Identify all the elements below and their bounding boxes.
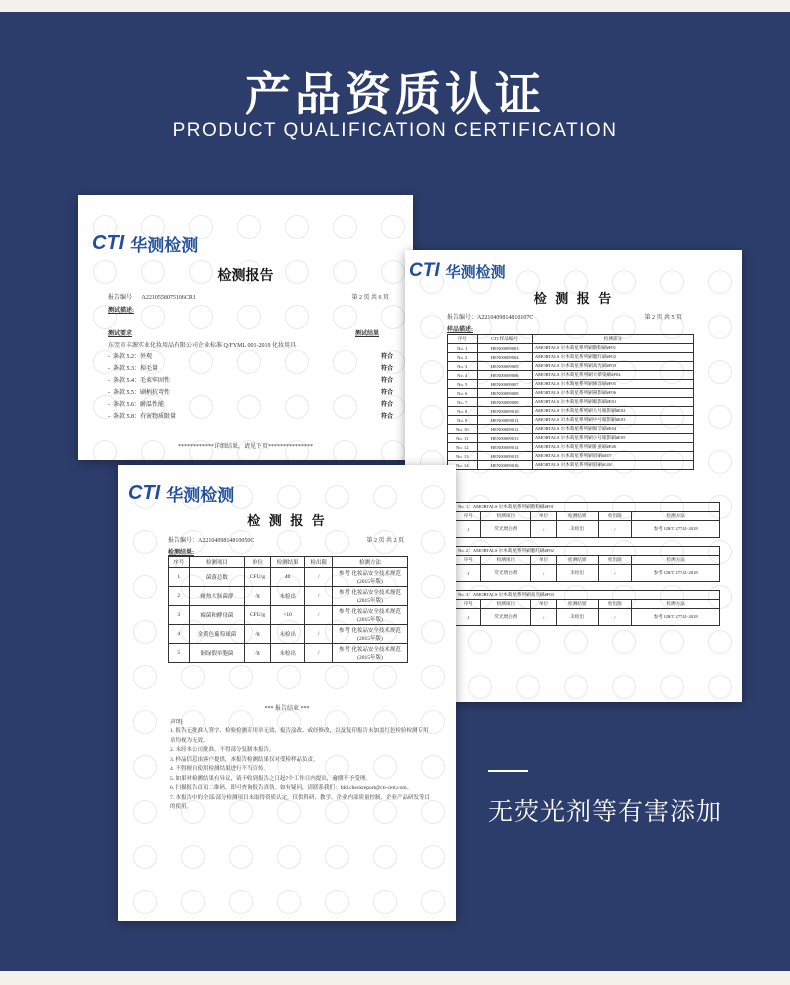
watermark-mark <box>181 665 205 689</box>
watermark-mark <box>708 450 732 474</box>
results-head: 测试结果 <box>354 331 379 337</box>
table-cell: AMORTALS 尔木萄星系列刷鼻影刷#F06 <box>532 389 693 398</box>
table-cell: No. 5 <box>448 380 478 389</box>
table-cell: 5 <box>169 644 190 663</box>
logo-cti-text: CTI <box>409 260 440 281</box>
table-cell: HEN00009004 <box>477 353 532 362</box>
watermark-mark <box>421 845 445 869</box>
table-cell: 耐热大肠菌群 <box>189 587 245 606</box>
table-cell: AMORTALS 尔木萄星系列刷高光刷#F03 <box>532 362 693 371</box>
watermark-mark <box>133 575 157 599</box>
table-cell: HEN00009006 <box>477 371 532 380</box>
logo-cn-text: 华测检测 <box>130 236 199 256</box>
table-cell: HEN00009016 <box>477 461 532 470</box>
watermark-mark <box>421 575 445 599</box>
table-cell: 1 <box>169 568 190 587</box>
table-header: 检出限 <box>598 556 632 565</box>
sample-table-body <box>448 344 694 470</box>
table-cell: 参考 化妆品安全技术规范(2015年版) <box>333 568 408 587</box>
table-cell: No. 10 <box>448 425 478 434</box>
table-header: 单位 <box>531 556 556 565</box>
report-number-value: A2210558075106CR1 <box>141 295 196 301</box>
watermark-mark <box>181 890 205 914</box>
requirements-head: 测试要求 <box>108 331 133 337</box>
section-title: 样品描述: <box>447 327 473 333</box>
table-cell: / <box>305 587 333 606</box>
watermark-mark <box>141 305 165 329</box>
statement-item: 7. 本报告中的全部/部分检测项目未取得资质认定，仅供科研、教学、企业内部质量控制、企业产品研发等目的使用。 <box>170 794 431 810</box>
table-cell: 参考 化妆品安全技术规范(2015年版) <box>333 644 408 663</box>
table-cell: / <box>305 568 333 587</box>
watermark-mark <box>420 405 444 429</box>
watermark-mark <box>277 530 301 554</box>
table-cell: No. 4 <box>448 371 478 380</box>
table-cell: 40 <box>270 568 305 587</box>
table-cell: 未检出 <box>270 587 305 606</box>
table-cell: AMORTALS 尔木萄星系列刷唇刷#L08 <box>532 461 693 470</box>
report-document-1 <box>78 195 413 460</box>
table-row <box>169 625 408 644</box>
table-cell: AMORTALS 尔木萄星系列刷细节刷#E04 <box>532 425 693 434</box>
feature-caption: 无荧光剂等有害添加 <box>488 797 723 826</box>
watermark-mark <box>708 675 732 699</box>
result-subtable <box>455 590 720 626</box>
logo-cn-text: 华测检测 <box>445 262 506 281</box>
table-cell: 参考 化妆品安全技术规范(2015年版) <box>333 625 408 644</box>
table-cell: <10 <box>270 606 305 625</box>
watermark-mark <box>133 890 157 914</box>
watermark-mark <box>333 215 357 239</box>
company-standard: 东莞市丰源实业化妆用品有限公司企业标准 Q/FYML 001-2019 化妆用具 <box>108 343 296 349</box>
table-cell: No. 3 <box>448 362 478 371</box>
table-row <box>448 461 694 470</box>
result-subtable <box>455 546 720 582</box>
table-cell: 荧光增白剂 <box>481 609 531 626</box>
table-cell: AMORTALS 尔木萄星系列刷眉刷#E07 <box>532 452 693 461</box>
table-cell: 1 <box>456 565 481 582</box>
table-cell: / <box>531 609 556 626</box>
table-cell: AMORTALS 尔木萄星系列刷卧蚕刷#E06 <box>532 443 693 452</box>
table-cell: No. 2 <box>448 353 478 362</box>
watermark-mark <box>133 800 157 824</box>
watermark-mark <box>381 305 405 329</box>
result-subtables <box>455 502 720 634</box>
watermark-mark <box>277 665 301 689</box>
table-cell: 未检出 <box>556 521 598 538</box>
table-header: 检测方法 <box>632 512 720 521</box>
table-row <box>448 362 694 371</box>
table-header: 检测方法 <box>632 556 720 565</box>
table-cell: HEN00009009 <box>477 398 532 407</box>
table-header: 单位 <box>531 600 556 609</box>
table-cell: No. 14 <box>448 461 478 470</box>
table-cell: 未检出 <box>270 625 305 644</box>
page-number: 第 2 页 共 5 页 <box>644 315 682 321</box>
watermark-mark <box>181 845 205 869</box>
watermark-mark <box>229 845 253 869</box>
table-cell: No. 9 <box>448 416 478 425</box>
watermark-mark <box>285 305 309 329</box>
table-cell: /g <box>245 644 271 663</box>
watermark-mark <box>421 620 445 644</box>
page-subtitle: PRODUCT QUALIFICATION CERTIFICATION <box>172 120 618 141</box>
watermark-mark <box>325 665 349 689</box>
table-cell: CFU/g <box>245 568 271 587</box>
table-row <box>448 380 694 389</box>
watermark-mark <box>373 485 397 509</box>
table-header: 序号 <box>456 556 481 565</box>
watermark-mark <box>468 675 492 699</box>
table-cell: AMORTALS 尔木萄星系列刷中号眼影刷#E03 <box>532 416 693 425</box>
table-cell: AMORTALS 尔木萄星系列刷腮红刷#F02 <box>532 353 693 362</box>
watermark-mark <box>564 675 588 699</box>
table-cell: AMORTALS 尔木萄星系列刷修容刷#F05 <box>532 380 693 389</box>
table-cell: 未检出 <box>270 644 305 663</box>
report-title: 检 测 报 告 <box>533 292 614 307</box>
table-cell: HEN00009005 <box>477 362 532 371</box>
table-row <box>448 425 694 434</box>
table-cell: 参考 GB/T 27741-2018 <box>632 609 720 626</box>
watermark-mark <box>612 675 636 699</box>
clause-item: - 条款 5.8：有害物质限量 符合 <box>108 414 393 420</box>
top-strip <box>0 0 790 12</box>
table-header: 检出限 <box>598 600 632 609</box>
table-cell: 铜绿假单胞菌 <box>189 644 245 663</box>
watermark-mark <box>277 845 301 869</box>
watermark-mark <box>420 360 444 384</box>
watermark-mark <box>325 485 349 509</box>
table-cell: 未检出 <box>556 565 598 582</box>
table-cell: / <box>531 565 556 582</box>
watermark-mark <box>421 530 445 554</box>
watermark-mark <box>333 305 357 329</box>
watermark-mark <box>133 665 157 689</box>
table-cell: 菌落总数 <box>189 568 245 587</box>
cti-logo <box>128 481 234 506</box>
page-title: 产品资质认证 <box>245 67 545 121</box>
table-cell: /g <box>245 587 271 606</box>
table-cell: / <box>305 606 333 625</box>
statement-item: 3. 样品信息由客户提供，本报告检测结果仅对受检样品负责。 <box>170 756 319 763</box>
table-cell: / <box>531 521 556 538</box>
table-header: 序号 <box>169 557 190 568</box>
table-row <box>448 434 694 443</box>
watermark-mark <box>189 305 213 329</box>
table-header: 检测结果 <box>556 556 598 565</box>
subtable-title: No. 3：AMORTALS 尔木萄星系列刷高光刷#F03 <box>456 591 720 600</box>
statement-item: 5. 如果对检测结果有异议，请于收到报告之日起7个工作日内提出，逾期不予受理。 <box>170 775 371 782</box>
table-cell: No. 6 <box>448 389 478 398</box>
table-cell: 1 <box>456 609 481 626</box>
table-header: 检测方法 <box>333 557 408 568</box>
section-title: 测试描述: <box>108 308 134 314</box>
table-header: 检测结果 <box>556 512 598 521</box>
watermark-mark <box>237 305 261 329</box>
table-cell: HEN00009007 <box>477 380 532 389</box>
table-cell: 金黄色葡萄球菌 <box>189 625 245 644</box>
subtable-title: No. 2：AMORTALS 尔木萄星系列刷腮红刷#F02 <box>456 547 720 556</box>
table-row <box>448 398 694 407</box>
table-row <box>448 371 694 380</box>
results-table <box>168 556 408 663</box>
report-number: 报告编号：A2210409814810107C <box>447 315 534 321</box>
table-header: 单位 <box>531 512 556 521</box>
watermark-mark <box>708 360 732 384</box>
section-title: 检测结果: <box>168 550 194 556</box>
table-cell: AMORTALS 尔木萄星系列刷小号眼影刷#E05 <box>532 434 693 443</box>
table-header: 序号 <box>448 335 478 344</box>
table-cell: HEN00009013 <box>477 434 532 443</box>
report-title: 检测报告 <box>217 268 274 284</box>
watermark-mark <box>237 215 261 239</box>
table-header: 检测部分 <box>532 335 693 344</box>
table-cell: 1 <box>456 521 481 538</box>
watermark-mark <box>325 890 349 914</box>
sample-table <box>447 334 694 470</box>
table-row <box>448 407 694 416</box>
table-row <box>448 416 694 425</box>
table-cell: HEN00009011 <box>477 416 532 425</box>
clause-item: - 条款 5.5：刷柄抗弯性 符合 <box>108 390 393 396</box>
table-row <box>448 452 694 461</box>
table-cell: No. 1 <box>448 344 478 353</box>
watermark-mark <box>229 665 253 689</box>
report-end: *** 报告结束 *** <box>264 706 310 712</box>
table-cell: / <box>305 625 333 644</box>
table-cell: No. 12 <box>448 443 478 452</box>
clause-item: - 条款 5.3：掉毛量 符合 <box>108 366 393 372</box>
subtable-title: No. 1：AMORTALS 尔木萄星系列刷散粉刷#F01 <box>456 503 720 512</box>
page-number: 第 2 页 共 2 页 <box>366 538 404 544</box>
table-cell: No. 13 <box>448 452 478 461</box>
watermark-mark <box>373 845 397 869</box>
table-cell: AMORTALS 尔木萄星系列刷散粉刷#F01 <box>532 344 693 353</box>
watermark-mark <box>285 215 309 239</box>
table-header: 检出限 <box>305 557 333 568</box>
watermark-mark <box>420 315 444 339</box>
divider-line <box>488 770 528 772</box>
report-title: 检 测 报 告 <box>247 514 327 529</box>
table-header: 检测方法 <box>632 600 720 609</box>
clause-item: - 条款 5.4：毛束牢固性 符合 <box>108 378 393 384</box>
table-cell: AMORTALS 尔木萄星系列刷大晕染刷#F04 <box>532 371 693 380</box>
watermark-mark <box>516 675 540 699</box>
watermark-mark <box>373 890 397 914</box>
report-number <box>108 292 196 301</box>
table-cell: 霉菌和酵母菌 <box>189 606 245 625</box>
detail-footer: ************详细结果，请见下页*************** <box>177 444 313 450</box>
bottom-strip <box>0 971 790 985</box>
table-row <box>448 353 694 362</box>
statement-item: 6. 扫描报告首页二维码，即可查询报告真伪。如有疑问，请联系我们：fdd.checkreport@cti-cert.com。 <box>170 785 413 791</box>
statement-item: 1. 报告无批准人签字、检验检测专用章无效，报告涂改、或经修改，以及复印报告未加盖红色检验检测专用章均视为无效。 <box>170 728 429 744</box>
clause-list <box>108 351 393 423</box>
watermark-mark <box>325 845 349 869</box>
watermark-mark <box>421 890 445 914</box>
table-cell: / <box>598 565 632 582</box>
table-cell: 4 <box>169 625 190 644</box>
table-cell: / <box>305 644 333 663</box>
table-header: CTI 样品编号 <box>477 335 532 344</box>
results-table-body <box>169 568 408 663</box>
table-cell: 荧光增白剂 <box>481 565 531 582</box>
table-cell: No. 11 <box>448 434 478 443</box>
table-row <box>169 606 408 625</box>
watermark-mark <box>133 710 157 734</box>
table-cell: HEN00009008 <box>477 389 532 398</box>
watermark-mark <box>381 215 405 239</box>
table-row <box>448 443 694 452</box>
cti-logo <box>409 260 506 282</box>
table-cell: 参考 GB/T 27741-2018 <box>632 521 720 538</box>
logo-cn-text: 华测检测 <box>166 486 235 506</box>
watermark-mark <box>277 890 301 914</box>
watermark-mark <box>229 890 253 914</box>
logo-cti-text: CTI <box>128 482 161 504</box>
table-row <box>169 568 408 587</box>
statement-item: 2. 未经本公司批准，不得部分复制本报告。 <box>170 747 275 753</box>
watermark-mark <box>708 405 732 429</box>
table-cell: 3 <box>169 606 190 625</box>
table-cell: HEN00009003 <box>477 344 532 353</box>
table-row <box>169 644 408 663</box>
table-header: 单位 <box>245 557 271 568</box>
cti-logo <box>92 231 198 256</box>
table-header: 检测项目 <box>481 600 531 609</box>
watermark-mark <box>373 665 397 689</box>
table-cell: HEN00009015 <box>477 452 532 461</box>
table-header: 序号 <box>456 512 481 521</box>
watermark-mark <box>421 485 445 509</box>
watermark-mark <box>708 315 732 339</box>
logo-cti-text: CTI <box>92 232 125 254</box>
watermark-mark <box>133 755 157 779</box>
table-row <box>169 587 408 606</box>
watermark-mark <box>421 665 445 689</box>
table-cell: 荧光增白剂 <box>481 521 531 538</box>
report-number-label: 报告编号 <box>108 295 133 301</box>
table-cell: 未检出 <box>556 609 598 626</box>
table-row <box>448 389 694 398</box>
table-cell: HEN00009012 <box>477 425 532 434</box>
table-cell: 2 <box>169 587 190 606</box>
watermark-mark <box>325 530 349 554</box>
table-cell: CFU/g <box>245 606 271 625</box>
table-cell: / <box>598 609 632 626</box>
clause-item: - 条款 5.2：外观 符合 <box>108 354 393 360</box>
table-row <box>448 344 694 353</box>
table-cell: /g <box>245 625 271 644</box>
page-number: 第 2 页 共 6 页 <box>351 295 389 301</box>
table-header: 检测项目 <box>481 512 531 521</box>
table-header: 检测项目 <box>481 556 531 565</box>
table-cell: 参考 化妆品安全技术规范(2015年版) <box>333 606 408 625</box>
statement-item: 4. 不得擅自使用检测结果进行不当宣传。 <box>170 766 270 772</box>
table-cell: / <box>598 521 632 538</box>
clause-item: - 条款 5.6：耐温性能 符合 <box>108 402 393 408</box>
statement-title: 声明: <box>170 720 184 726</box>
table-cell: AMORTALS 尔木萄星系列刷眼影刷#E01 <box>532 398 693 407</box>
report-document-3 <box>118 465 456 921</box>
table-cell: 参考 化妆品安全技术规范(2015年版) <box>333 587 408 606</box>
table-header: 检测结果 <box>270 557 305 568</box>
table-cell: No. 8 <box>448 407 478 416</box>
table-header: 检测结果 <box>556 600 598 609</box>
watermark-mark <box>133 845 157 869</box>
watermark-mark <box>277 485 301 509</box>
report-number: 报告编号：A2210409814810050C <box>168 538 255 544</box>
result-subtable <box>455 502 720 538</box>
statement-list <box>170 727 432 813</box>
table-cell: AMORTALS 尔木萄星系列刷大号眼影刷#E02 <box>532 407 693 416</box>
table-cell: HEN00009014 <box>477 443 532 452</box>
table-cell: HEN00009010 <box>477 407 532 416</box>
watermark-mark <box>660 675 684 699</box>
table-header: 序号 <box>456 600 481 609</box>
table-cell: 参考 GB/T 27741-2018 <box>632 565 720 582</box>
watermark-mark <box>133 530 157 554</box>
table-cell: No. 7 <box>448 398 478 407</box>
watermark-mark <box>133 620 157 644</box>
table-header: 检测项目 <box>189 557 245 568</box>
table-header: 检出限 <box>598 512 632 521</box>
